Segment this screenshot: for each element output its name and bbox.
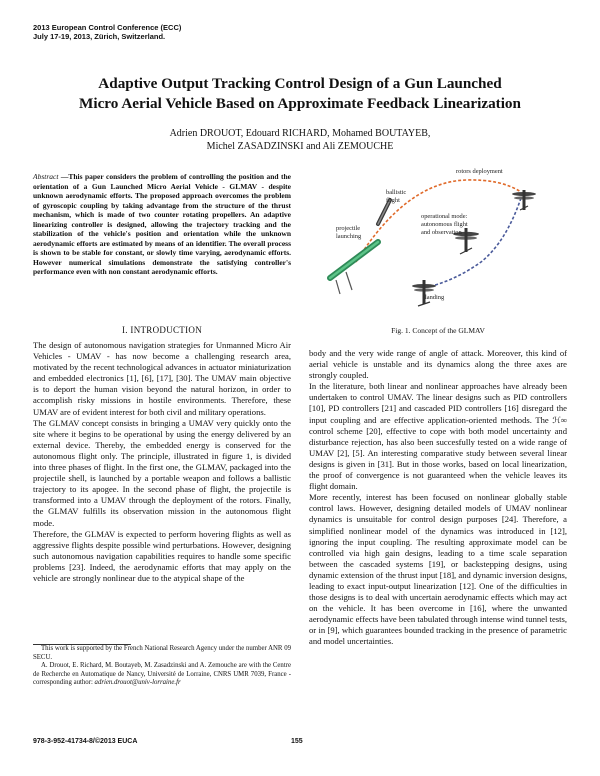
label-landing: landing — [425, 294, 445, 301]
body-paragraph: Therefore, the GLMAV is expected to perform hovering flights as well as aggressive flights despite possible wind perturbations. However, designing such autonomous navigation capabilities requires to handle some specific problems [23]. Indeed, the aerodynamic efforts that may apply on the vehicle are strongly nonlinear due to the atypical shape of the — [33, 528, 291, 583]
author-email: adrien.drouot@univ-lorraine.fr — [94, 679, 181, 687]
body-paragraph: The design of autonomous navigation strategies for Unmanned Micro Air Vehicles - UMAV - has now become a challenging research area, motivated by the recent technological advances in actuator miniaturization and embedded electronics [1], [6], [17], [30]. The UMAV main objective is to deport the human vision beyond the natural horizon, in order to accomplish risky missions in hostile environments. Therefore, these UMAV are of evident interest for both civil and military operations. — [33, 340, 291, 417]
figure-caption: Fig. 1. Concept of the GLMAV — [391, 326, 485, 335]
projectile-launcher — [330, 242, 378, 294]
label-ballistic: ballistic — [386, 189, 407, 196]
descent-trajectory — [428, 198, 521, 287]
label-and-observation: and observation — [421, 229, 462, 236]
authors-line-1: Adrien DROUOT, Edouard RICHARD, Mohamed BOUTAYEB, — [169, 128, 431, 139]
paper-title — [40, 74, 560, 114]
abstract — [33, 172, 291, 277]
title-line-2: Micro Aerial Vehicle Based on Approximate Feedback Linearization — [79, 95, 521, 112]
footnote-support: This work is supported by the French National Research Agency under the number ANR 09 SECU. — [33, 645, 291, 661]
label-launching: launching — [336, 233, 362, 240]
page-number: 155 — [291, 738, 303, 745]
label-autonomous-flight: autonomous flight — [421, 221, 468, 228]
conference-header — [33, 23, 181, 41]
left-column-body — [33, 340, 291, 584]
affiliation-text: A. Drouot, E. Richard, M. Boutayeb, M. Zasadzinski and A. Zemouche are with the Centre de Recherche en Automatique de Nancy, Université de Lorraine, CNRS UMR 7039, France - corresponding author: — [33, 662, 291, 687]
label-flight: flight — [386, 197, 400, 204]
body-paragraph: In the literature, both linear and nonlinear approaches have already been undertaken to control UMAV. The linear designs such as PID controllers [10], PD controllers [21] and cascaded PID controllers [16] disregard the input coupling and are effective application-oriented methods. The ℋ∞ control scheme [20], effective to cope with both model uncertainty and disturbance rejection, has also been succesfully tested on a wide range of UMAV [2], [5]. An interesting comparative study between several linear designs is given in [31]. But in those works, based on local linearization, the proof of convergence is not guaranteed when the vehicle leaves its flight domain. — [309, 381, 567, 492]
footnotes — [33, 645, 291, 688]
conference-date-location: July 17-19, 2013, Zürich, Switzerland. — [33, 32, 166, 41]
label-operational-mode: operational mode: — [421, 213, 468, 220]
abstract-label: Abstract — [33, 172, 59, 181]
label-rotors-deployment: rotors deployment — [456, 168, 503, 175]
abstract-text: —This paper considers the problem of controlling the position and the orientation of a Gun Launched Micro Aerial Vehicle - GLMAV - despite unknown aerodynamic efforts. The proposed approach overcomes the problem of gyroscopic coupling by taking advantage from the structure of the thrust mechanism, which is made of two counter rotating propellers. An adaptive linearizing controller is designed, allowing the trajectory tracking and the stabilization of the vehicle's position and orientation while the unknown aerodynamic efforts are estimated by means of an identifier. The overall process is shown to be stable for constant, or slowly time varying, aerodynamic efforts. However numerical simulations demonstrate the satisfying controller's performance even with non constant aerodynamic efforts. — [33, 172, 291, 276]
body-paragraph: The GLMAV concept consists in bringing a UMAV very quickly onto the site where it begins to be operational by using the energy delivered by an external device. Thereby, the embedded energy is conserved for the autonomous flight only. The principle, illustrated in figure 1, is divided into three phases of flight. In the first one, the GLMAV, packaged into the projectile shell, is launched by a portable weapon and follows a ballistic trajectory to its apogee. In the second phase of flight, the projectile is transformed into a UMAV through the deployment of the rotors. Finally, the GLMAV fulfills its observation mission in the autonomous flight mode. — [33, 417, 291, 528]
glmav-concept-figure — [316, 162, 566, 322]
author-list — [40, 127, 560, 153]
conference-name: 2013 European Control Conference (ECC) — [33, 23, 182, 32]
rotors-deployment-vehicle-icon — [512, 190, 536, 210]
authors-line-2: Michel ZASADZINSKI and Ali ZEMOUCHE — [206, 141, 394, 152]
section-heading-introduction: I. INTRODUCTION — [122, 325, 202, 335]
isbn-footer: 978-3-952-41734-8/©2013 EUCA — [33, 738, 138, 745]
body-paragraph: body and the very wide range of angle of attack. Moreover, this kind of aerial vehicle is unstable and its dynamics along the three axes are strongly coupled. — [309, 348, 567, 381]
label-projectile: projectile — [336, 225, 361, 232]
title-line-1: Adaptive Output Tracking Control Design of a Gun Launched — [98, 75, 502, 92]
landing-vehicle-icon — [412, 280, 436, 306]
body-paragraph: More recently, interest has been focused on nonlinear globally stable control laws. However, designing detailed models of UMAV nonlinear dynamics is unsuitable for control design purposes [24]. Therefore, a simplified nonlinear model of the dynamics was introduced in [12], ignoring the input coupling. The resulting approximate model can be controlled via high gain designs, leading to a time scale separation between the cascaded systems [19], or backstepping designs, using dynamic extension of the thrust input [18], and dynamic inversion designs, leading to exact input-output linearization [12]. One of the difficulties in those designs is to deal with uncertain aerodynamic effects which may act on the vehicle. It has been overcome in [16], where the unwanted aerodynamic effects have been tabulated through intense wind tunnel tests, or in [9], which guarantees bounded tracking in the presence of parametric and model uncertainties. — [309, 492, 567, 647]
right-column-body — [309, 348, 567, 648]
footnote-affiliation — [33, 662, 291, 688]
